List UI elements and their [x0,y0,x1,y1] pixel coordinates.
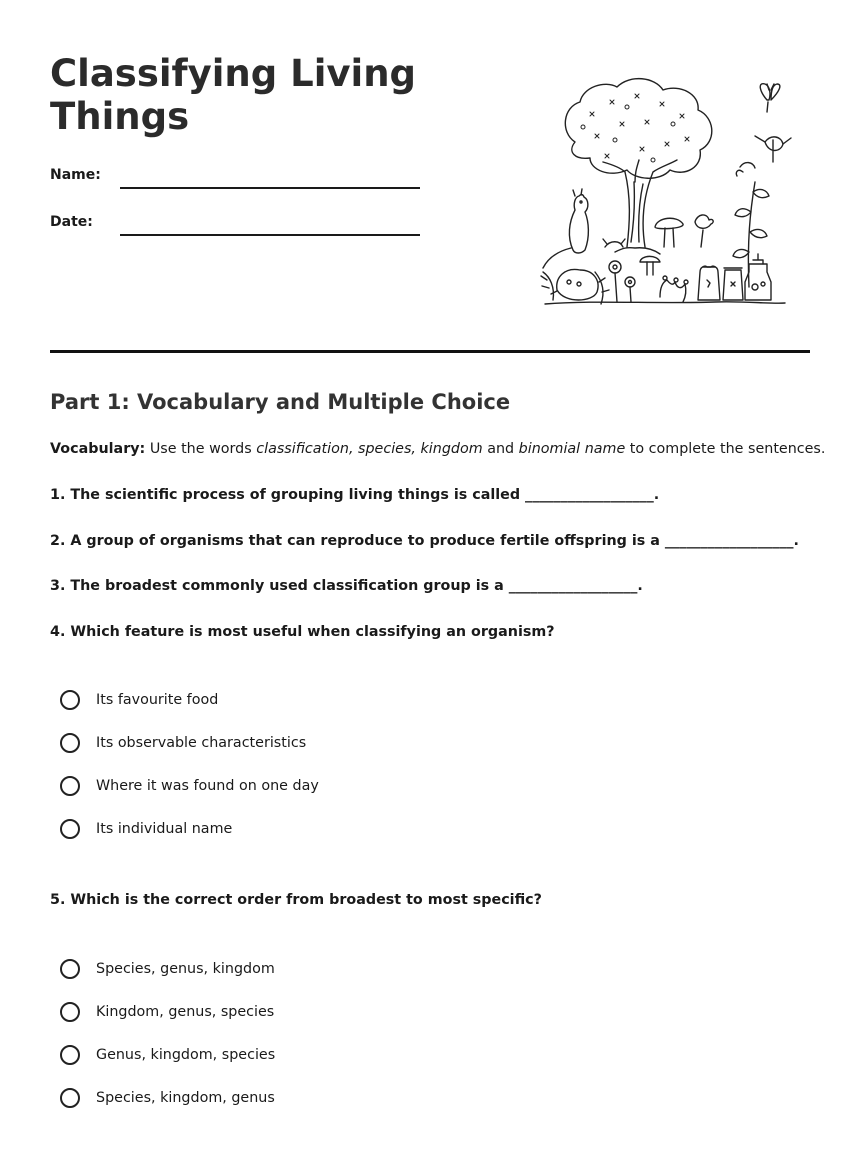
vocab-words-2: binomial name [518,441,626,457]
name-label: Name: [50,167,101,183]
date-label: Date: [50,214,93,230]
vocabulary-instructions [50,441,825,457]
vocab-text-3: to complete the sentences. [625,441,826,457]
radio-button[interactable] [60,1002,80,1022]
radio-button[interactable] [60,819,80,839]
vocab-words-1: classification, species, kingdom [256,441,483,457]
date-line[interactable] [120,234,420,236]
q5-option-4[interactable] [60,1086,275,1110]
option-label: Where it was found on one day [96,778,319,794]
q5-option-3[interactable] [60,1043,275,1067]
vocab-label: Vocabulary: [50,441,146,457]
part1-heading: Part 1: Vocabulary and Multiple Choice [50,390,511,414]
option-label: Genus, kingdom, species [96,1047,276,1063]
q5-option-2[interactable] [60,1000,274,1024]
option-label: Its individual name [96,821,233,837]
radio-button[interactable] [60,959,80,979]
option-label: Species, kingdom, genus [96,1090,275,1106]
option-label: Kingdom, genus, species [96,1004,275,1020]
vocab-text-2: and [482,441,519,457]
radio-button[interactable] [60,776,80,796]
radio-button[interactable] [60,733,80,753]
option-label: Its favourite food [96,692,219,708]
q4-option-1[interactable] [60,688,218,712]
section-divider [50,350,810,353]
nature-illustration [535,72,795,317]
question-2: 2. A group of organisms that can reproduce to produce fertile offspring is a __________________. [50,533,799,549]
vocab-text-1: Use the words [145,441,257,457]
question-1: 1. The scientific process of grouping living things is called __________________. [50,487,660,503]
q4-option-4[interactable] [60,817,232,841]
option-label: Species, genus, kingdom [96,961,275,977]
radio-button[interactable] [60,1088,80,1108]
question-5: 5. Which is the correct order from broadest to most specific? [50,892,542,908]
radio-button[interactable] [60,1045,80,1065]
worksheet-title: Classifying Living Things [50,52,417,138]
question-4: 4. Which feature is most useful when classifying an organism? [50,624,555,640]
question-3: 3. The broadest commonly used classification group is a __________________. [50,578,643,594]
q4-option-2[interactable] [60,731,306,755]
q5-option-1[interactable] [60,957,275,981]
name-line[interactable] [120,187,420,189]
name-field[interactable] [50,167,420,197]
radio-button[interactable] [60,690,80,710]
option-label: Its observable characteristics [96,735,307,751]
date-field[interactable] [50,214,420,244]
q4-option-3[interactable] [60,774,319,798]
